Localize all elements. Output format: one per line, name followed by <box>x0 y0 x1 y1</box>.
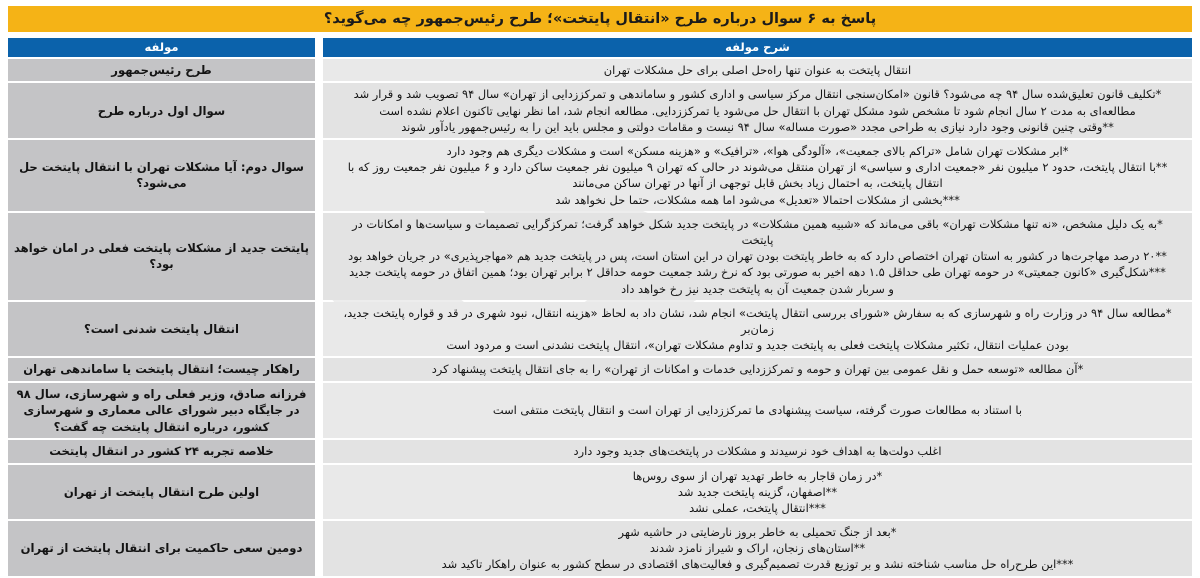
table-row <box>8 440 1192 462</box>
cell-description <box>323 59 1192 81</box>
table-row <box>8 213 1192 300</box>
column-header-description: شرح مولفه <box>323 38 1192 57</box>
cell-gap <box>315 521 323 576</box>
cell-gap <box>315 302 323 357</box>
description-line: اغلب دولت‌ها به اهداف خود نرسیدند و مشکلات در پایتخت‌های جدید وجود دارد <box>573 444 942 459</box>
description-line: مطالعه‌ای به مدت ۲ سال انجام شود تا مشخص شود مشکل تهران با انتقال حل می‌شود یا تمرکززدایی. مطالعه انجام شد، اما نظر نهایی تاکنون اعلام نشده است <box>379 103 1136 118</box>
cell-gap <box>315 383 323 438</box>
data-table <box>8 36 1192 578</box>
description-line: **اصفهان، گزینه پایتخت جدید شد <box>677 484 838 499</box>
description-line: *تکلیف قانون تعلیق‌شده سال ۹۴ چه می‌شود؟ قانون «امکان‌سنجی انتقال مرکز سیاسی و اداری کشور و ساماندهی و تمرکززدایی از تهران» سال ۹۴ تصویب شد و قرار شد <box>353 87 1162 102</box>
description-line: **با انتقال پایتخت، حدود ۲ میلیون نفر «جمعیت اداری و سیاسی» از تهران منتقل می‌شوند در حالی که تهران ۹ میلیون نفر جمعیت ساکن دارد و ۶ میلیون نفر جمعیت روز که با <box>347 160 1168 175</box>
description-line: ***بخشی از مشکلات احتمالا «تعدیل» می‌شود اما همه مشکلات، حتما حل نخواهد شد <box>555 192 960 207</box>
description-line: پایتخت <box>741 232 774 247</box>
cell-description <box>323 440 1192 462</box>
table-row <box>8 59 1192 81</box>
cell-gap <box>315 140 323 211</box>
table-header-row <box>8 38 1192 57</box>
cell-gap <box>315 59 323 81</box>
description-line: ***این طرح‌راه حل مناسب شناخته نشد و بر توزیع قدرت تصمیم‌گیری و فعالیت‌های اقتصادی در سطح کشور به عنوان راهکار تاکید شد <box>441 557 1074 572</box>
table-row <box>8 140 1192 211</box>
cell-description <box>323 83 1192 138</box>
description-line: و سربار شدن جمعیت آن به پایتخت جدید نیز رخ خواهد داد <box>621 281 894 296</box>
cell-key: اولین طرح انتقال پایتخت از تهران <box>8 465 315 520</box>
description-line: *ابر مشکلات تهران شامل «تراکم بالای جمعیت»، «آلودگی هوا»، «ترافیک» و «هزینه مسکن» است و مشکلات دیگری هم وجود دارد <box>446 144 1069 159</box>
table-row <box>8 358 1192 380</box>
cell-description <box>323 358 1192 380</box>
description-line: **۲۰ درصد مهاجرت‌ها در کشور به استان تهران اختصاص دارد که به خاطر پایتخت بودن تهران در این استان است، پس در پایتخت جدید هم «مهاجرپذیری» در جریان خواهد بود <box>348 249 1167 264</box>
description-line: با استناد به مطالعات صورت گرفته، سیاست پیشنهادی ما تمرکززدایی از تهران است و انتقال پایتخت منتفی است <box>492 403 1023 418</box>
cell-gap <box>315 213 323 300</box>
description-line: **استان‌های زنجان، اراک و شیراز نامزد شدند <box>649 541 866 556</box>
cell-gap <box>315 440 323 462</box>
column-header-key: مولفه <box>8 38 315 57</box>
table-row <box>8 302 1192 357</box>
description-line: *مطالعه سال ۹۴ در وزارت راه و شهرسازی که به سفارش «شورای بررسی انتقال پایتخت» انجام شد، نشان داد به لحاظ «هزینه انتقال، نبود شهری در قد و قواره پایتخت جدید، زمان‌بر <box>343 305 1172 336</box>
cell-key: پایتخت جدید از مشکلات پایتخت فعلی در امان خواهد بود؟ <box>8 213 315 300</box>
description-line: بودن عملیات انتقال، تکثیر مشکلات پایتخت فعلی به پایتخت جدید و تداوم مشکلات تهران»، انتقال پایتخت نشدنی است و مردود است <box>446 338 1069 353</box>
description-line: *در زمان قاجار به خاطر تهدید تهران از سوی روس‌ها <box>632 468 883 483</box>
cell-key: انتقال پایتخت شدنی است؟ <box>8 302 315 357</box>
description-line: ***انتقال پایتخت، عملی نشد <box>689 500 826 515</box>
cell-key: سوال اول درباره طرح <box>8 83 315 138</box>
cell-gap <box>315 358 323 380</box>
table-row <box>8 521 1192 576</box>
description-line: *به یک دلیل مشخص، «نه تنها مشکلات تهران» باقی می‌ماند که «شبیه همین مشکلات» در پایتخت جدید شکل خواهد گرفت؛ تمرکزگرایی تصمیمات و سیاست‌ها و امکانات در <box>352 216 1163 231</box>
cell-description <box>323 140 1192 211</box>
page-title: پاسخ به ۶ سوال درباره طرح «انتقال پایتخت»؛ طرح رئیس‌جمهور چه می‌گوید؟ <box>323 11 877 27</box>
description-line: انتقال پایتخت، به احتمال زیاد بخش قابل توجهی از آنها در تهران ساکن می‌مانند <box>572 176 943 191</box>
cell-key: راهکار چیست؛ انتقال پایتخت یا ساماندهی تهران <box>8 358 315 380</box>
description-line: انتقال پایتخت به عنوان تنها راه‌حل اصلی برای حل مشکلات تهران <box>603 63 912 78</box>
cell-key: خلاصه تجربه ۲۴ کشور در انتقال پایتخت <box>8 440 315 462</box>
description-line: **وقتی چنین قانونی وجود دارد نیازی به طراحی مجدد «صورت مساله» سال ۹۴ نیست و مقامات دولتی و مجلس باید این را به رئیس‌جمهور یادآور شوند <box>401 119 1114 134</box>
cell-gap <box>315 83 323 138</box>
table-row <box>8 465 1192 520</box>
table-row <box>8 83 1192 138</box>
cell-description <box>323 521 1192 576</box>
title-banner <box>8 6 1192 32</box>
table-head <box>8 38 1192 57</box>
description-line: *آن مطالعه «توسعه حمل و نقل عمومی بین تهران و حومه و تمرکززدایی خدمات و امکانات از تهران» را به جای انتقال پایتخت پیشنهاد کرد <box>431 362 1084 377</box>
description-line: *بعد از جنگ تحمیلی به خاطر بروز نارضایتی در حاشیه شهر <box>618 525 897 540</box>
cell-description <box>323 302 1192 357</box>
table-body <box>8 59 1192 576</box>
description-line: ***شکل‌گیری «کانون جمعیتی» در حومه تهران طی حداقل ۱.۵ دهه اخیر به صورتی بود که نرخ رشد جمعیت حومه حداقل ۲ برابر تهران بود؛ همین اتفاق در حومه پایتخت جدید <box>349 265 1166 280</box>
cell-gap <box>315 465 323 520</box>
cell-description <box>323 465 1192 520</box>
cell-description <box>323 213 1192 300</box>
column-gap <box>315 38 323 57</box>
cell-description <box>323 383 1192 438</box>
cell-key: طرح رئیس‌جمهور <box>8 59 315 81</box>
cell-key: سوال دوم: آیا مشکلات تهران با انتقال پایتخت حل می‌شود؟ <box>8 140 315 211</box>
cell-key: دومین سعی حاکمیت برای انتقال پایتخت از تهران <box>8 521 315 576</box>
cell-key: فرزانه صادق، وزیر فعلی راه و شهرسازی، سال ۹۸ در جایگاه دبیر شورای عالی معماری و شهرسازی کشور، درباره انتقال پایتخت چه گفت؟ <box>8 383 315 438</box>
table-row <box>8 383 1192 438</box>
